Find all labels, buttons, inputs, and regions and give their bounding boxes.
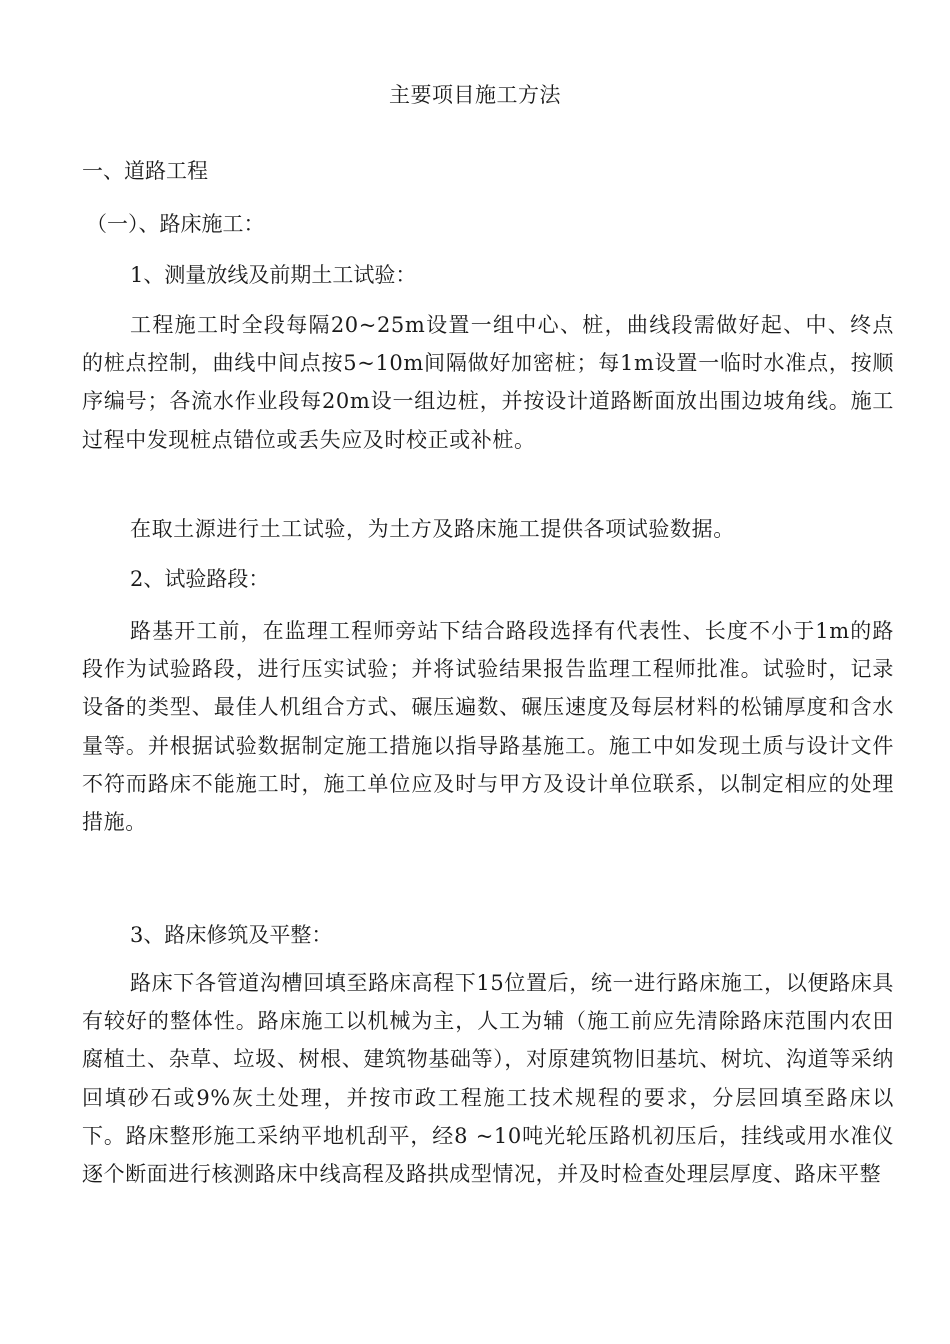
paragraph-survey-staking: 工程施工时全段每隔20~25m设置一组中心、桩，曲线段需做好起、中、终点的桩点控制，曲线中间点按5~10m间隔做好加密桩；每1m设置一临时水准点，按顺序编号；各流水作业段每20m设一组边桩，并按设计道路断面放出围边坡角线。施工过程中发现桩点错位或丢失应及时校正或补桩。 — [82, 313, 894, 452]
paragraph-roadbed-construction: 路床下各管道沟槽回填至路床高程下15位置后，统一进行路床施工，以便路床具有较好的整体性。路床施工以机械为主，人工为辅（施工前应先清除路床范围内农田腐植土、杂草、垃圾、树根、建筑物基础等），对原建筑物旧基坑、树坑、沟道等采纳回填砂石或9%灰土处理，并按市政工程施工技术规程的要求，分层回填至路床以下。路床整形施工采纳平地机刮平，经8 ~10吨光轮压路机初压后，挂线或用水准仪逐个断面进行核测路床中线高程及路拱成型情况，并及时检查处理层厚度、路床平整 — [82, 971, 894, 1187]
paragraph-test-section: 路基开工前，在监理工程师旁站下结合路段选择有代表性、长度不小于1m的路段作为试验路段，进行压实试验；并将试验结果报告监理工程师批准。试验时，记录设备的类型、最佳人机组合方式、碾压遍数、碾压速度及每层材料的松铺厚度和含水量等。并根据试验数据制定施工措施以指导路基施工。施工中如发现土质与设计文件不符而路床不能施工时，施工单位应及时与甲方及设计单位联系，以制定相应的处理措施。 — [82, 619, 894, 835]
item-heading-test-section: 2、试验路段： — [130, 567, 270, 591]
document-title: 主要项目施工方法 — [389, 83, 561, 107]
item-heading-survey: 1、测量放线及前期土工试验： — [130, 263, 417, 287]
subsection-heading-roadbed: （一）、路床施工： — [86, 212, 265, 236]
section-heading-road-engineering: 一、道路工程 — [82, 159, 208, 183]
item-heading-roadbed-construction: 3、路床修筑及平整： — [130, 923, 333, 947]
paragraph-soil-test: 在取土源进行土工试验，为土方及路床施工提供各项试验数据。 — [130, 517, 735, 541]
